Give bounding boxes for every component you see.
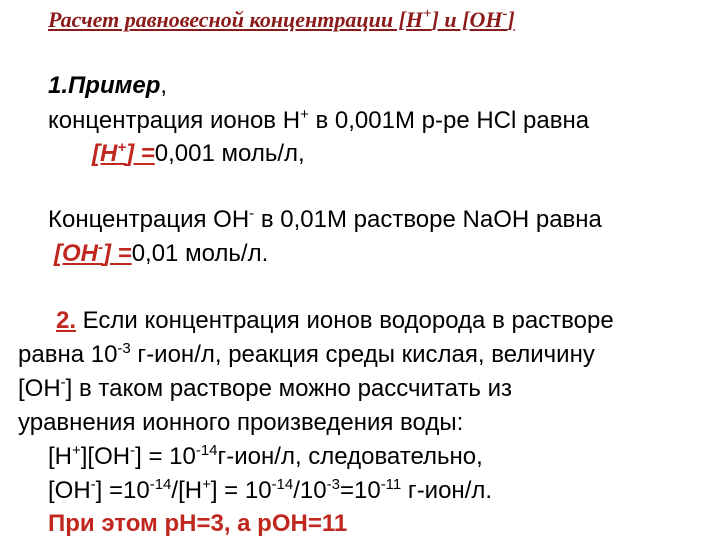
example1-heading: 1.Пример, [48, 72, 168, 99]
example2-number: 2. [56, 307, 77, 334]
conclusion-text: При этом рН=3, а рОН=11 [48, 510, 348, 537]
oh-concentration-result: [OH-] =0,01 моль/л. [54, 239, 269, 267]
example1-line: концентрация ионов Н+ в 0,001М р-ре HCl равна [48, 106, 590, 134]
oh-calculation-equation: $[OH^-] =10^{-14}/[H^+] = 10^{-14}/10^{-3}=10^{-11}$ г-ион/л. [48, 476, 493, 504]
ionic-product-equation: $[H^+][OH^-] = 10^{-14}г-ион/л$, следовательно, [48, 442, 483, 470]
example2-line1: 2. Если концентрация ионов водорода в растворе [56, 307, 614, 334]
h-concentration-result: [H+] =0,001 моль/л, [92, 139, 305, 167]
example2-line4: уравнения ионного произведения воды: [18, 409, 464, 436]
example1b-line: Концентрация ОН- в 0,01М растворе NaOH равна [48, 205, 602, 233]
h-label: [H+] = [92, 139, 155, 167]
example2-line3: [OH-] в таком растворе можно рассчитать из [18, 374, 513, 402]
example2-line2: равна $10^{-3}$ г-ион/л, реакция среды кислая, величину [18, 340, 595, 368]
page-title: Расчет равновесной концентрации [H+] и [OH-] [48, 6, 515, 32]
oh-label: [OH-] = [54, 239, 132, 267]
